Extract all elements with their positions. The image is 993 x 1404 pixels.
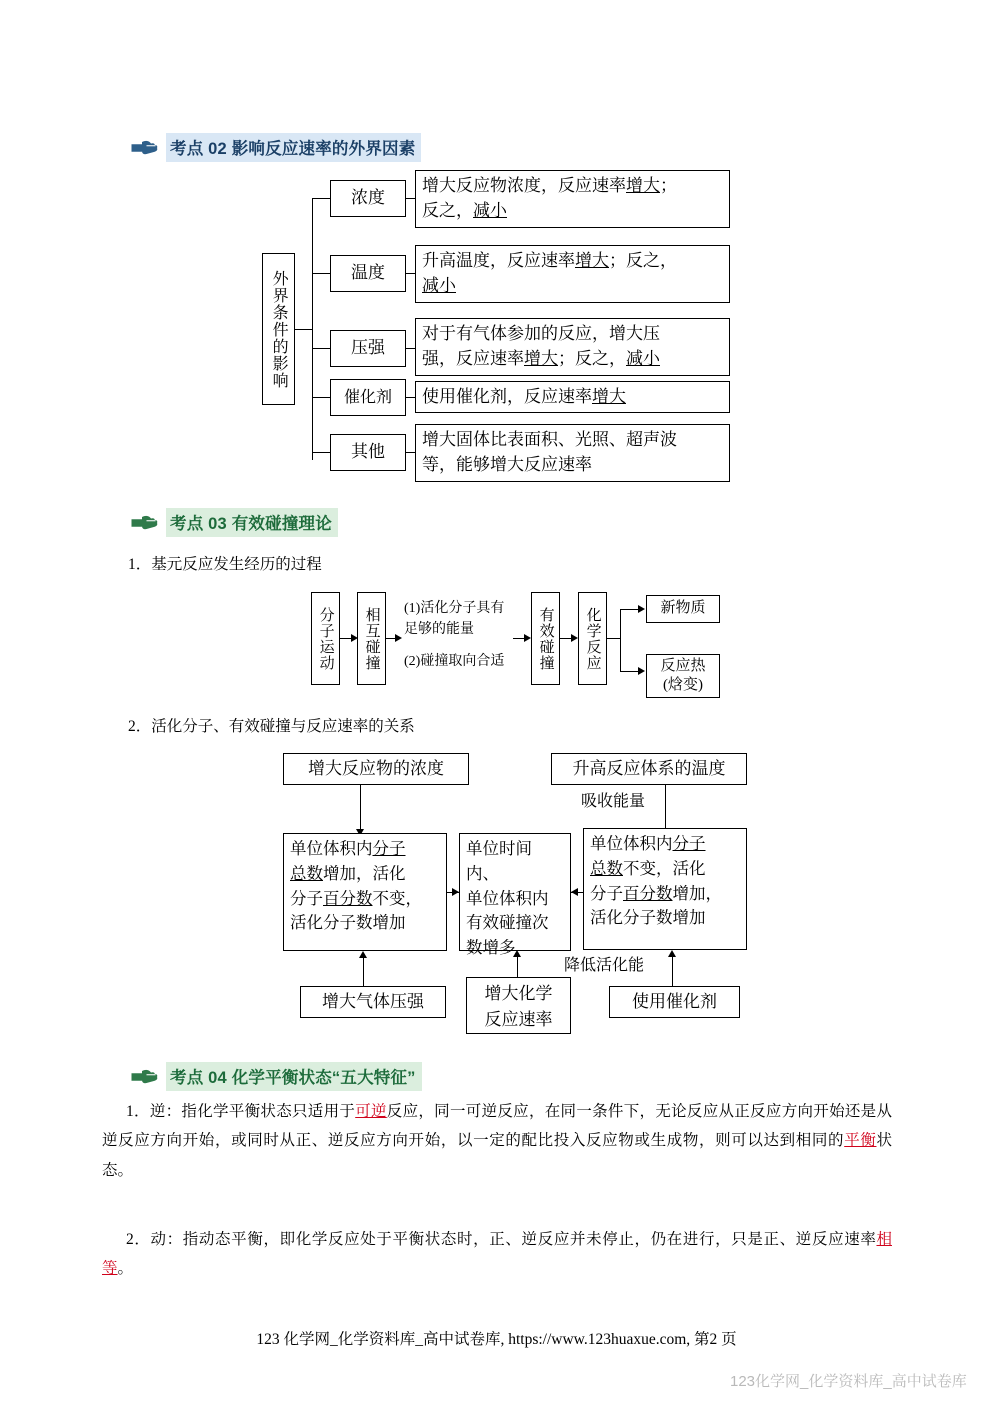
paragraph-2-seg-1: 相等 [102,1231,892,1278]
diagram1-desc-2-b-u: 减小 [422,275,456,295]
diagram1-bus [312,198,313,460]
diagram3-arrow-bc-line [517,955,518,977]
diagram3-mid-left-l2b: 增加，活化 [323,863,406,883]
diagram1-desc-2-a-u: 增大 [575,251,609,270]
diagram3-mid-left-l3b: 不变， [372,888,422,908]
diagram3-lower-text: 降低活化能 [564,957,645,974]
diagram3-mid-left-l4: 活化分子数增加 [290,913,406,933]
diagram1-desc-2-a: 升高温度，反应速率 [422,251,575,270]
diagram2-output-1 [646,595,720,623]
diagram3-mid-right-l3a: 分子 [590,883,623,903]
diagram2-node-2 [357,592,386,685]
diagram2-fork-v [620,609,621,671]
diagram3-absorb-label [578,791,648,813]
diagram1-desc-5-a: 增大固体比表面积、光照、超声波 [422,430,677,449]
page-footer [0,1327,993,1349]
diagram3-mid-center [459,833,571,957]
diagram1-branch-2-label: 温度 [351,263,385,283]
diagram1-branch-1-connector [406,198,415,199]
diagram2-node-1-label: 分子运动 [317,606,334,671]
paragraph-2-seg-2: 。 [117,1260,134,1278]
diagram1-root-connector [295,329,312,330]
diagram3-bottom-left-label: 增大气体压强 [322,991,424,1011]
diagram3-lower-label [561,955,647,977]
list-item-2-number: 2 [128,718,136,735]
diagram2-output-2 [646,654,720,698]
diagram1-branch-5 [330,434,406,471]
diagram2-arrow-out2 [638,667,645,675]
diagram1-desc-4 [415,381,730,413]
diagram2-node-4-label: 化学反应 [584,606,601,671]
diagram1-desc-1-b-u: 减小 [473,200,507,220]
diagram2-arrow-2 [395,634,402,642]
diagram1-branch-5-connector [406,452,415,453]
paragraph-1-marker: 1．逆 [126,1103,166,1120]
diagram3-mid-right [583,828,747,950]
diagram2-condition-1b: 足够的能量 [404,622,474,637]
paragraph-2-seg-0: ：指动态平衡，即化学反应处于平衡状态时，正、逆反应并未停止，仍在进行，只是正、逆反应速率 [166,1231,877,1248]
diagram1-desc-4-a: 使用催化剂，反应速率 [422,386,592,406]
diagram1-branch-4 [330,379,406,416]
diagram1-branch-3-label: 压强 [351,338,385,358]
section-label-kaodian04: 考点 04 化学平衡状态“五大特征” [166,1062,422,1091]
paragraph-1 [102,1097,892,1185]
diagram1-desc-3 [415,318,730,376]
diagram3-mid-left [283,833,447,951]
paragraph-1-seg-0: ：指化学平衡状态只适用于 [165,1103,356,1120]
diagram3-arrow-left-to-center-head [452,888,459,896]
diagram2-node-3-label: 有效碰撞 [537,606,554,671]
diagram3-mid-right-l3u: 百分数 [623,883,673,903]
diagram1-desc-3-b-u2: 减小 [626,348,660,368]
diagram1-desc-3-b-pre: 强，反应速率 [422,348,524,368]
paragraph-1-seg-4: 状态。 [102,1132,892,1179]
diagram2-condition-text [404,598,504,640]
diagram3-top-left-label: 增大反应物的浓度 [308,758,444,778]
diagram1-desc-1-a-tail: ； [660,176,677,195]
diagram2-output-1-label: 新物质 [660,600,706,617]
diagram2-arrow-3 [524,634,531,642]
section-header-kaodian04 [130,1062,422,1091]
diagram1-desc-2-a-tail: ；反之， [609,251,677,270]
list-item-1-title: 基元反应发生经历的过程 [151,556,322,573]
pointing-hand-icon [130,1066,160,1088]
diagram2-fork-h [607,638,620,639]
paragraph-2 [102,1225,892,1284]
diagram3-mid-center-l4: 数增多 [466,938,516,957]
diagram3-arrow-bl-head [359,951,367,958]
diagram3-arrow-br-head [668,950,676,957]
paragraph-1-seg-3: 平衡 [844,1132,877,1150]
diagram3-mid-right-l1a: 单位体积内 [590,834,673,853]
diagram1-branch-line-5 [312,452,330,453]
diagram3-bottom-right-label: 使用催化剂 [632,991,717,1011]
diagram3-bottom-left [300,986,446,1018]
diagram1-desc-1-b: 反之， [422,200,473,220]
diagram2-arrow-4 [571,634,578,642]
paragraph-1-seg-2: 反应，同一可逆反应，在同一条件下，无论反应从正反应方向开始还是从逆反应方向开始，或同时从正、逆反应方向开始，以一定的配比投入反应物或生成物，则可以达到相同的 [102,1103,892,1150]
diagram3-mid-right-l2u: 总数 [590,858,623,878]
diagram1-desc-1 [415,170,730,228]
diagram3-bottom-center-l2: 反应速率 [484,1009,553,1029]
diagram2-condition-1a: (1)活化分子具有 [404,601,505,616]
diagram3-bottom-center-l1: 增大化学 [484,984,553,1003]
diagram3-top-left [283,753,469,785]
watermark-text: 123化学网_化学资料库_高中试卷库 [730,1373,967,1390]
diagram1-branch-line-2 [312,273,330,274]
paragraph-2-marker: 2．动 [126,1231,167,1248]
diagram3-mid-left-l3u: 百分数 [323,888,373,908]
pointing-hand-icon [130,137,160,159]
diagram1-branch-line-4 [312,397,330,398]
diagram2-output-2-line2: (焓变) [663,676,703,693]
diagram3-mid-center-l2: 单位体积内 [466,888,549,908]
paragraph-1-seg-1: 可逆 [355,1103,387,1120]
diagram1-branch-3-connector [406,348,415,349]
list-item-2-title: 活化分子、有效碰撞与反应速率的关系 [151,718,415,735]
pointing-hand-icon [130,512,160,534]
diagram3-absorb-text: 吸收能量 [581,793,646,810]
diagram3-mid-left-l1a: 单位体积内 [290,839,373,858]
diagram1-branch-5-label: 其他 [351,442,385,462]
diagram3-mid-left-l2u: 总数 [290,863,323,883]
diagram2-node-1 [311,592,340,685]
section-header-kaodian02 [130,133,421,162]
diagram1-desc-4-a-u: 增大 [592,386,626,406]
diagram1-branch-4-label: 催化剂 [343,388,392,406]
diagram1-branch-3 [330,330,406,367]
diagram1-branch-1 [330,180,406,217]
diagram1-desc-1-a-u: 增大 [626,176,660,195]
diagram1-root-box [262,253,295,405]
diagram3-mid-right-l4: 活化分子数增加 [590,908,706,928]
diagram3-mid-center-l1: 单位时间内、 [466,839,532,883]
diagram1-desc-5-b: 等，能够增大反应速率 [422,454,592,474]
diagram2-arrow-out1 [638,605,645,613]
list-item-1-number: 1 [128,556,136,573]
diagram1-desc-5 [415,424,730,482]
diagram1-branch-2-connector [406,273,415,274]
diagram3-arrow-left-line [360,785,361,833]
diagram2-node-2-label: 相互碰撞 [363,606,380,671]
footer-text: 123 化学网_化学资料库_高中试卷库, https://www.123huaxue.com, 第2 页 [256,1331,737,1348]
diagram1-root-label: 外界条件的影响 [270,269,288,389]
section-header-kaodian03 [130,508,338,537]
diagram2-condition-2 [404,652,504,672]
diagram3-arrow-br-line [672,955,673,986]
diagram3-mid-left-l1u: 分子 [372,839,406,858]
diagram2-node-3 [531,592,560,685]
section-label-kaodian02: 考点 02 影响反应速率的外界因素 [166,133,421,162]
diagram3-arrow-bc-head [513,950,521,957]
diagram3-mid-right-l3b: 增加， [672,883,722,903]
diagram3-mid-right-l2b: 不变，活化 [623,858,706,878]
diagram3-top-right [551,753,747,785]
diagram1-branch-line-3 [312,348,330,349]
diagram3-top-right-label: 升高反应体系的温度 [572,758,726,778]
list-item-1: 1．基元反应发生经历的过程 [128,556,322,573]
diagram3-mid-right-l1u: 分子 [672,834,706,853]
diagram3-mid-left-l3a: 分子 [290,888,323,908]
diagram3-bottom-center [466,977,571,1034]
diagram3-mid-center-l3: 有效碰撞次 [466,913,549,933]
diagram3-arrow-right-to-center-head [571,888,578,896]
diagram1-desc-3-b-mid: ；反之， [558,348,626,368]
diagram1-branch-line-1 [312,198,330,199]
section-label-kaodian03: 考点 03 有效碰撞理论 [166,508,338,537]
diagram1-desc-3-b-u: 增大 [524,348,558,368]
diagram2-output-2-line1: 反应热 [660,658,706,674]
diagram1-desc-1-a: 增大反应物浓度，反应速率 [422,176,626,195]
diagram2-condition-2-label: (2)碰撞取向合适 [404,654,505,669]
diagram3-bottom-right [609,986,740,1018]
watermark [730,1370,967,1391]
diagram1-branch-1-label: 浓度 [351,188,385,208]
diagram1-branch-2 [330,255,406,292]
diagram1-desc-2 [415,245,730,303]
diagram1-desc-3-a: 对于有气体参加的反应，增大压 [422,324,660,343]
diagram1-branch-4-connector [406,397,415,398]
diagram3-arrow-bl-line [363,958,364,986]
diagram2-node-4 [578,592,607,685]
list-item-2: 2．活化分子、有效碰撞与反应速率的关系 [128,718,415,735]
diagram3-arrow-right-line [665,785,666,833]
